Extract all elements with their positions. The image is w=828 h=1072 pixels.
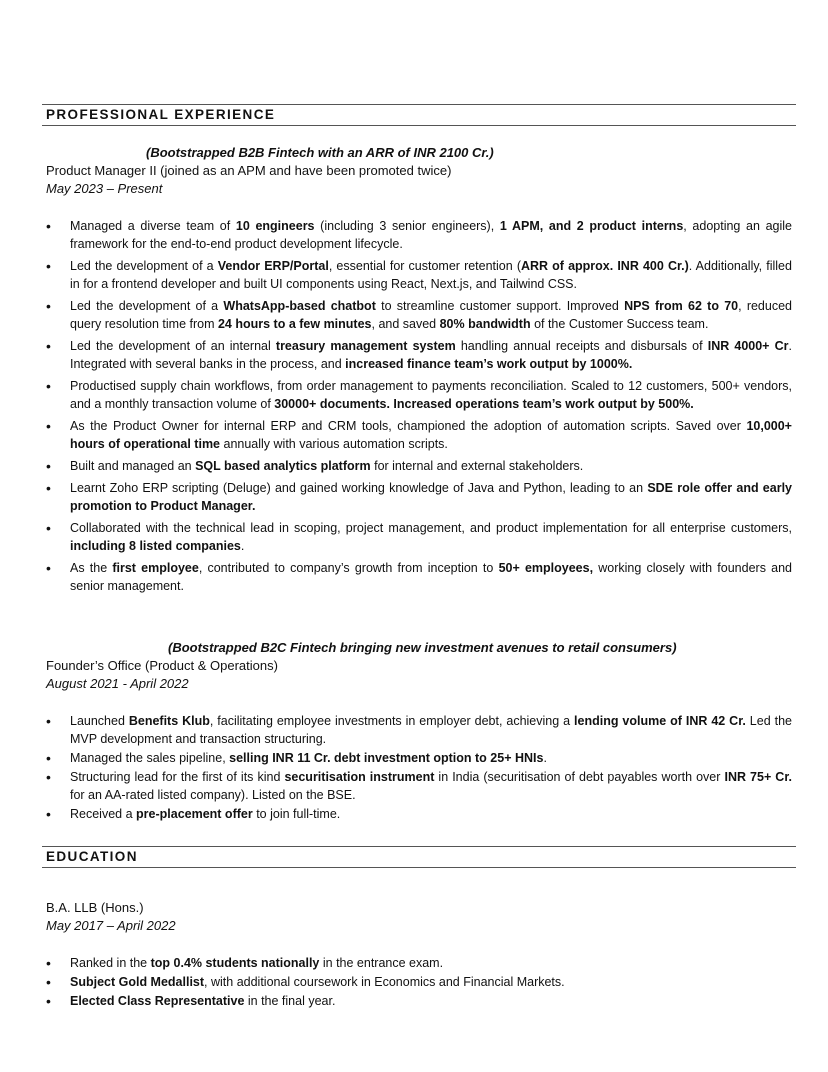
bullet-highlight: ARR of approx. INR 400 Cr.)	[520, 259, 689, 273]
bullet-text: , essential for customer retention (	[328, 259, 521, 273]
bullet-text: handling annual receipts and disbursals of	[455, 339, 708, 353]
education-degree: B.A. LLB (Hons.)	[46, 900, 144, 915]
bullet-text: As the Product Owner for internal ERP and CRM tools, championed the adoption of automation scripts. Saved over	[70, 419, 747, 433]
bullet-text: to streamline customer support. Improved	[375, 299, 625, 313]
job-1-bullet-list	[46, 217, 792, 595]
job-2-bullet	[46, 805, 792, 823]
experience-heading: PROFESSIONAL EXPERIENCE	[46, 107, 276, 122]
bullet-highlight: INR 4000+ Cr	[707, 339, 789, 353]
bullet-text: for an AA-rated listed company). Listed on the BSE.	[70, 788, 356, 802]
bullet-text: As the	[70, 561, 113, 575]
job-1-company: (Bootstrapped B2B Fintech with an ARR of INR 2100 Cr.)	[146, 145, 494, 160]
job-2-dates: August 2021 - April 2022	[46, 676, 189, 691]
bullet-text: in the entrance exam.	[319, 956, 444, 970]
bullet-highlight: pre-placement offer	[136, 807, 253, 821]
bullet-text: working closely with founders and senior management.	[70, 561, 792, 593]
bullet-text: Productised supply chain workflows, from order management to payments reconciliation. Scaled to 12 customers, 500+ vendors, and a monthly transaction volume of	[70, 379, 792, 411]
bullet-text: in India (securitisation of debt payables worth over	[434, 770, 725, 784]
bullet-highlight: treasury management system	[275, 339, 456, 353]
bullet-highlight: 30000+ documents. Increased operations team’s work output by 500%.	[274, 397, 694, 411]
job-1-bullet	[46, 217, 792, 253]
bullet-text: Launched	[70, 714, 129, 728]
job-2-bullet	[46, 768, 792, 804]
bullet-text: annually with various automation scripts.	[220, 437, 448, 451]
bullet-text: Built and managed an	[70, 459, 196, 473]
education-dates: May 2017 – April 2022	[46, 918, 176, 933]
job-1-bullet	[46, 297, 792, 333]
bullet-text: (including 3 senior engineers),	[314, 219, 500, 233]
bullet-text: , and saved	[371, 317, 440, 331]
bullet-text: Led the development of an internal	[70, 339, 276, 353]
education-bullet	[46, 954, 792, 972]
bullet-highlight: 10 engineers	[235, 219, 315, 233]
bullet-text: .	[543, 751, 547, 765]
bullet-highlight: 50+ employees,	[498, 561, 594, 575]
bullet-text: Ranked in the	[70, 956, 151, 970]
bullet-highlight: first employee	[112, 561, 199, 575]
job-1-bullet	[46, 417, 792, 453]
job-2-bullet	[46, 712, 792, 748]
bullet-highlight: securitisation instrument	[284, 770, 435, 784]
bullet-text: Collaborated with the technical lead in scoping, project management, and product implementation for all enterprise customers,	[70, 521, 792, 535]
bullet-highlight: Benefits Klub	[128, 714, 210, 728]
job-1-bullet	[46, 519, 792, 555]
job-1-bullet	[46, 457, 792, 475]
job-1-role: Product Manager II (joined as an APM and have been promoted twice)	[46, 163, 452, 178]
bullet-highlight: 80% bandwidth	[439, 317, 531, 331]
job-2-role: Founder’s Office (Product & Operations)	[46, 658, 278, 673]
bullet-text: in the final year.	[244, 994, 336, 1008]
bullet-text: .	[240, 539, 245, 553]
bullet-text: , reduced query resolution time from	[70, 299, 792, 331]
bullet-highlight: 10,000+ hours of operational time	[70, 419, 792, 451]
job-1-bullet	[46, 377, 792, 413]
bullet-text: for internal and external stakeholders.	[370, 459, 584, 473]
bullet-text: , contributed to company’s growth from inception to	[198, 561, 499, 575]
bullet-highlight: SDE role offer and early promotion to Product Manager.	[70, 481, 792, 513]
bullet-text: . Additionally, filled in for a frontend developer and built UI components using React, Next.js, and Tailwind CSS.	[70, 259, 792, 291]
bullet-highlight: INR 75+ Cr.	[724, 770, 792, 784]
job-1-dates: May 2023 – Present	[46, 181, 163, 196]
bullet-text: of the Customer Success team.	[530, 317, 709, 331]
bullet-text: to join full-time.	[252, 807, 341, 821]
bullet-text: , adopting an agile framework for the end-to-end product development lifecycle.	[70, 219, 793, 251]
bullet-highlight: top 0.4% students nationally	[150, 956, 320, 970]
bullet-text: Received a	[70, 807, 137, 821]
education-bullet	[46, 992, 792, 1010]
bullet-highlight: SQL based analytics platform	[195, 459, 371, 473]
bullet-text: Structuring lead for the first of its kind	[70, 770, 285, 784]
experience-section-header	[42, 104, 796, 126]
bullet-highlight: increased finance team’s work output by 1000%.	[345, 357, 633, 371]
job-2-company: (Bootstrapped B2C Fintech bringing new investment avenues to retail consumers)	[168, 640, 677, 655]
education-heading: EDUCATION	[46, 849, 138, 864]
bullet-highlight: Elected Class Representative	[70, 994, 245, 1008]
bullet-highlight: including 8 listed companies	[70, 539, 241, 553]
job-2-bullet-list	[46, 712, 792, 823]
job-1-bullet	[46, 559, 792, 595]
bullet-highlight: WhatsApp-based chatbot	[223, 299, 376, 313]
bullet-highlight: NPS from 62 to 70	[624, 299, 739, 313]
bullet-highlight: lending volume of INR 42 Cr.	[574, 714, 746, 728]
bullet-text: Managed the sales pipeline,	[70, 751, 230, 765]
bullet-text: Led the MVP development and transaction structuring.	[70, 714, 792, 746]
job-1-bullet	[46, 257, 792, 293]
bullet-text: Led the development of a	[70, 259, 218, 273]
bullet-text: Managed a diverse team of	[70, 219, 236, 233]
bullet-text: Learnt Zoho ERP scripting (Deluge) and gained working knowledge of Java and Python, leading to an	[70, 481, 648, 495]
bullet-highlight: Vendor ERP/Portal	[217, 259, 329, 273]
bullet-highlight: selling INR 11 Cr. debt investment option to 25+ HNIs	[229, 751, 544, 765]
bullet-highlight: Subject Gold Medallist	[70, 975, 205, 989]
bullet-text: . Integrated with several banks in the process, and	[70, 339, 792, 371]
bullet-text: Led the development of a	[70, 299, 224, 313]
job-1-bullet	[46, 479, 792, 515]
education-bullet-list	[46, 954, 792, 1010]
job-2-bullet	[46, 749, 792, 767]
bullet-highlight: 1 APM, and 2 product interns	[499, 219, 684, 233]
education-bullet	[46, 973, 792, 991]
education-section-header	[42, 846, 796, 868]
bullet-highlight: 24 hours to a few minutes	[217, 317, 372, 331]
job-1-bullet	[46, 337, 792, 373]
bullet-text: , with additional coursework in Economics and Financial Markets.	[204, 975, 565, 989]
bullet-text: , facilitating employee investments in employer debt, achieving a	[209, 714, 575, 728]
